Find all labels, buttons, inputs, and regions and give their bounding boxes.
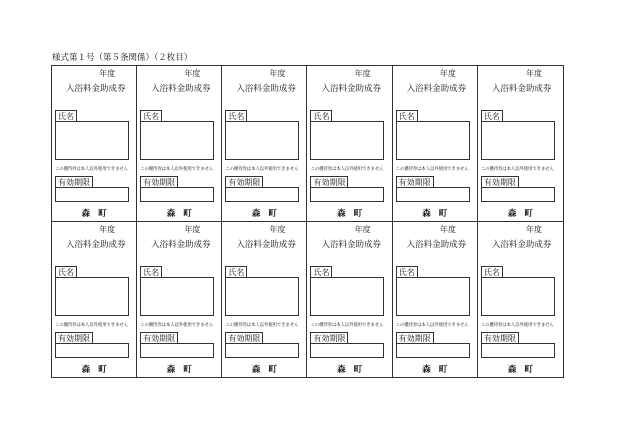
form-header: 様式第１号（第５条関係）（２枚目） <box>52 53 193 63</box>
valid-period-label: 有効期限 <box>481 332 519 344</box>
name-field-box <box>225 121 299 160</box>
name-field-box <box>55 121 129 160</box>
name-label: 氏名 <box>310 110 332 122</box>
valid-period-box <box>481 343 555 358</box>
ticket-title: 入浴料金助成券 <box>321 239 381 250</box>
usage-notice: この優待券は本人以外使用できません <box>55 167 128 172</box>
name-label: 氏名 <box>225 266 247 278</box>
town-name: 森町 <box>166 364 200 375</box>
town-name: 森町 <box>81 364 115 375</box>
name-label: 氏名 <box>140 266 162 278</box>
usage-notice: この優待券は本人以外使用できません <box>310 167 384 172</box>
valid-period-label: 有効期限 <box>55 176 93 188</box>
valid-period-box <box>310 187 384 202</box>
usage-notice: この優待券は本人以外使用できません <box>480 167 554 172</box>
name-field-box <box>225 277 299 316</box>
town-name: 森町 <box>166 209 200 219</box>
town-name: 森町 <box>507 364 541 375</box>
coupon-ticket <box>478 66 563 222</box>
coupon-ticket <box>137 222 222 378</box>
coupon-ticket <box>222 222 307 378</box>
valid-period-label: 有効期限 <box>396 176 434 188</box>
name-label: 氏名 <box>481 110 503 122</box>
ticket-title: 入浴料金助成券 <box>151 84 211 94</box>
year-label: 年度 <box>525 69 542 78</box>
name-field-box <box>481 121 555 160</box>
name-label: 氏名 <box>55 110 77 122</box>
valid-period-box <box>225 187 299 202</box>
town-name: 森町 <box>251 209 285 219</box>
ticket-title: 入浴料金助成券 <box>236 84 296 94</box>
valid-period-box <box>481 187 555 202</box>
coupon-ticket <box>52 222 137 378</box>
name-label: 氏名 <box>140 110 162 122</box>
valid-period-label: 有効期限 <box>225 332 263 344</box>
valid-period-label: 有効期限 <box>481 176 519 188</box>
year-label: 年度 <box>354 69 371 78</box>
name-field-box <box>396 121 470 160</box>
valid-period-label: 有効期限 <box>140 332 178 344</box>
ticket-title: 入浴料金助成券 <box>491 239 552 250</box>
year-label: 年度 <box>439 69 456 78</box>
valid-period-box <box>140 187 214 202</box>
usage-notice: この優待券は本人以外使用できません <box>395 322 469 328</box>
year-label: 年度 <box>439 224 456 234</box>
usage-notice: この優待券は本人以外使用できません <box>395 167 469 172</box>
coupon-ticket <box>307 222 392 378</box>
ticket-title: 入浴料金助成券 <box>406 239 467 250</box>
valid-period-label: 有効期限 <box>310 332 348 344</box>
valid-period-box <box>396 187 470 202</box>
valid-period-box <box>310 343 384 358</box>
name-field-box <box>140 121 214 160</box>
coupon-sheet <box>51 65 564 378</box>
year-label: 年度 <box>184 69 201 78</box>
name-field-box <box>310 121 384 160</box>
valid-period-label: 有効期限 <box>225 176 263 188</box>
year-label: 年度 <box>99 69 116 78</box>
name-field-box <box>140 277 214 316</box>
name-label: 氏名 <box>481 266 503 278</box>
valid-period-label: 有効期限 <box>55 332 93 344</box>
coupon-ticket <box>137 66 222 222</box>
town-name: 森町 <box>337 364 371 375</box>
ticket-title: 入浴料金助成券 <box>321 84 381 94</box>
usage-notice: この優待券は本人以外使用できません <box>140 167 214 172</box>
usage-notice: この優待券は本人以外使用できません <box>480 322 554 328</box>
coupon-ticket <box>478 222 563 378</box>
year-label: 年度 <box>354 224 371 234</box>
town-name: 森町 <box>251 364 285 375</box>
ticket-title: 入浴料金助成券 <box>406 84 467 94</box>
ticket-title: 入浴料金助成券 <box>66 84 126 94</box>
name-field-box <box>481 277 555 316</box>
coupon-ticket <box>393 66 478 222</box>
usage-notice: この優待券は本人以外使用できません <box>225 322 299 328</box>
valid-period-box <box>140 343 214 358</box>
year-label: 年度 <box>184 224 201 234</box>
coupon-ticket <box>393 222 478 378</box>
valid-period-box <box>55 187 129 202</box>
usage-notice: この優待券は本人以外使用できません <box>55 322 128 328</box>
coupon-ticket <box>52 66 137 222</box>
name-label: 氏名 <box>55 266 77 278</box>
town-name: 森町 <box>422 364 456 375</box>
coupon-ticket <box>307 66 392 222</box>
valid-period-box <box>55 343 129 358</box>
valid-period-box <box>225 343 299 358</box>
usage-notice: この優待券は本人以外使用できません <box>140 322 214 328</box>
name-field-box <box>396 277 470 316</box>
year-label: 年度 <box>269 224 286 234</box>
usage-notice: この優待券は本人以外使用できません <box>310 322 384 328</box>
year-label: 年度 <box>99 224 116 234</box>
town-name: 森町 <box>81 209 115 219</box>
ticket-title: 入浴料金助成券 <box>236 239 296 250</box>
town-name: 森町 <box>337 209 371 219</box>
valid-period-box <box>396 343 470 358</box>
valid-period-label: 有効期限 <box>140 176 178 188</box>
year-label: 年度 <box>269 69 286 78</box>
valid-period-label: 有効期限 <box>310 176 348 188</box>
ticket-title: 入浴料金助成券 <box>151 239 211 250</box>
name-field-box <box>310 277 384 316</box>
coupon-ticket <box>222 66 307 222</box>
name-label: 氏名 <box>396 266 418 278</box>
year-label: 年度 <box>525 224 542 234</box>
name-label: 氏名 <box>310 266 332 278</box>
name-field-box <box>55 277 129 316</box>
town-name: 森町 <box>507 209 541 219</box>
ticket-title: 入浴料金助成券 <box>66 239 126 250</box>
town-name: 森町 <box>422 209 456 219</box>
name-label: 氏名 <box>225 110 247 122</box>
usage-notice: この優待券は本人以外使用できません <box>225 167 299 172</box>
name-label: 氏名 <box>396 110 418 122</box>
valid-period-label: 有効期限 <box>396 332 434 344</box>
ticket-title: 入浴料金助成券 <box>491 84 552 94</box>
